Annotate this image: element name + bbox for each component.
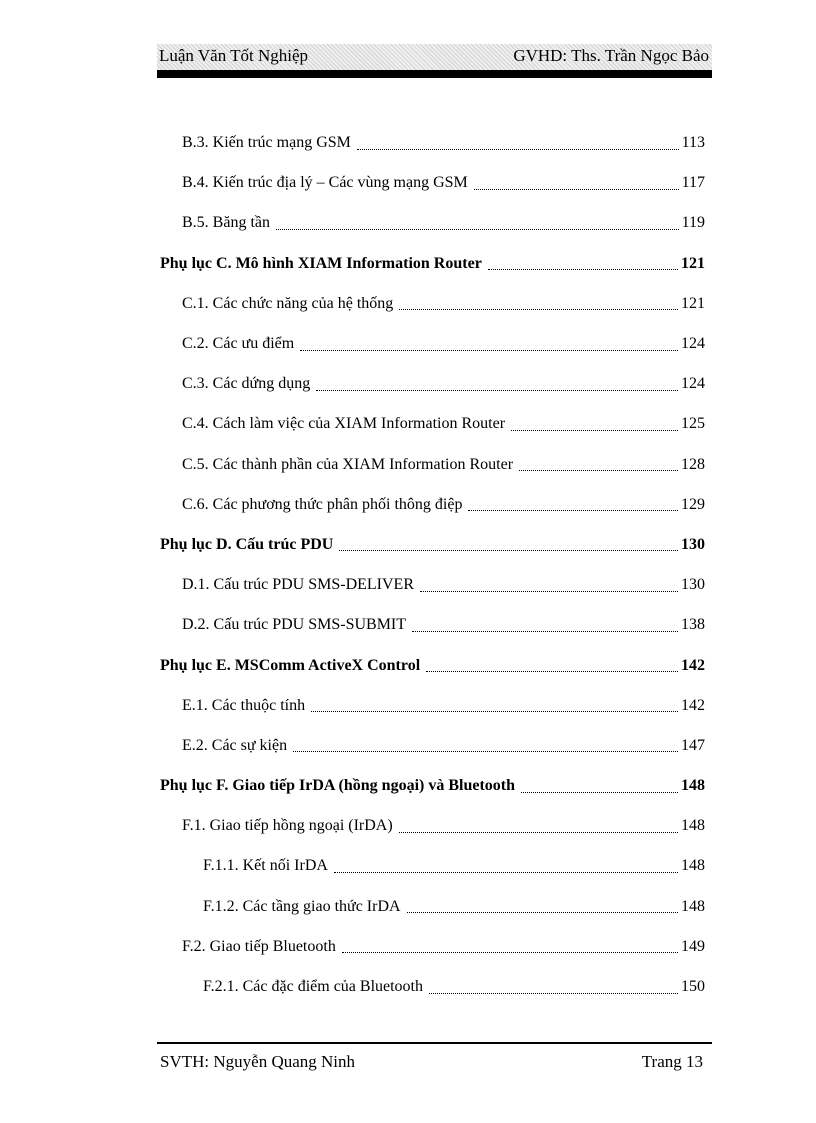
header-thesis-title: Luận Văn Tốt Nghiệp	[159, 46, 309, 65]
header-advisor: GVHD: Ths. Trần Ngọc Bảo	[513, 46, 709, 65]
toc-entry-title: B.4. Kiến trúc địa lý – Các vùng mạng GSM	[182, 174, 468, 192]
toc-entry[interactable]	[160, 726, 705, 766]
toc-entry[interactable]	[160, 203, 705, 243]
footer-student: SVTH: Nguyễn Quang Ninh	[160, 1052, 356, 1071]
toc-entry-title: F.1.1. Kết nối IrDA	[203, 857, 328, 875]
toc-entry-page: 130	[681, 535, 705, 553]
toc-entry-page: 148	[681, 777, 705, 795]
toc-entry-title: F.1. Giao tiếp hồng ngoại (IrDA)	[182, 817, 393, 835]
toc-dot-leader	[519, 458, 678, 471]
toc-entry-page: 147	[681, 736, 705, 754]
toc-entry-page: 148	[681, 897, 705, 915]
toc-entry[interactable]	[160, 404, 705, 444]
toc-dot-leader	[511, 418, 678, 431]
toc-dot-leader	[300, 338, 678, 351]
toc-entry-page: 150	[681, 978, 705, 996]
toc-entry-title: C.4. Cách làm việc của XIAM Information Router	[182, 415, 506, 433]
toc-entry-page: 117	[681, 174, 705, 192]
toc-entry-title: Phụ lục C. Mô hình XIAM Information Router	[160, 254, 482, 272]
toc-entry-page: 121	[681, 294, 705, 312]
toc-entry-title: E.2. Các sự kiện	[182, 736, 288, 754]
toc-entry[interactable]	[160, 525, 705, 565]
toc-entry-page: 148	[681, 857, 705, 875]
toc-dot-leader	[521, 780, 678, 793]
toc-entry[interactable]	[160, 485, 705, 525]
toc-entry-page: 119	[681, 214, 705, 232]
toc-entry[interactable]	[160, 324, 705, 364]
toc-dot-leader	[488, 257, 678, 270]
toc-entry[interactable]	[160, 887, 705, 927]
toc-entry[interactable]	[160, 846, 705, 886]
toc-entry-page: 130	[681, 576, 705, 594]
toc-dot-leader	[429, 981, 678, 994]
toc-entry[interactable]	[160, 967, 705, 1007]
toc-entry-title: F.1.2. Các tầng giao thức IrDA	[203, 897, 401, 915]
toc-entry[interactable]	[160, 766, 705, 806]
toc-dot-leader	[468, 498, 678, 511]
toc-dot-leader	[316, 378, 678, 391]
toc-entry-title: C.6. Các phương thức phân phối thông điệp	[182, 495, 463, 513]
toc-entry-title: C.2. Các ưu điểm	[182, 335, 295, 353]
toc-entry-page: 124	[681, 335, 705, 353]
toc-entry-page: 148	[681, 817, 705, 835]
toc-entry-title: C.5. Các thành phần của XIAM Information Router	[182, 455, 514, 473]
toc-entry-page: 129	[681, 495, 705, 513]
toc-entry-title: B.3. Kiến trúc mạng GSM	[182, 134, 351, 152]
page-header	[157, 44, 712, 70]
footer-page-number: Trang 13	[641, 1052, 703, 1071]
toc-dot-leader	[420, 579, 678, 592]
toc-entry[interactable]	[160, 445, 705, 485]
toc-entry-page: 124	[681, 375, 705, 393]
toc-entry-title: B.5. Băng tần	[182, 214, 270, 232]
toc-dot-leader	[407, 900, 678, 913]
toc-entry-page: 142	[681, 656, 705, 674]
toc-entry[interactable]	[160, 244, 705, 284]
toc-entry-page: 138	[681, 616, 705, 634]
toc-entry-page: 142	[681, 696, 705, 714]
toc-entry[interactable]	[160, 605, 705, 645]
toc-dot-leader	[474, 177, 679, 190]
toc-dot-leader	[426, 659, 678, 672]
toc-entry-page: 121	[681, 254, 705, 272]
toc-entry[interactable]	[160, 686, 705, 726]
toc-dot-leader	[334, 860, 678, 873]
toc-entry-page: 128	[681, 455, 705, 473]
toc-dot-leader	[342, 940, 678, 953]
toc-entry-title: D.1. Cấu trúc PDU SMS-DELIVER	[182, 576, 414, 594]
toc-entry-title: Phụ lục E. MSComm ActiveX Control	[160, 656, 421, 674]
toc-entry-title: Phụ lục D. Cấu trúc PDU	[160, 535, 334, 553]
toc-entry[interactable]	[160, 364, 705, 404]
table-of-contents	[160, 123, 705, 1007]
toc-entry-page: 125	[681, 415, 705, 433]
toc-entry[interactable]	[160, 284, 705, 324]
toc-entry-title: C.1. Các chức năng của hệ thống	[182, 294, 394, 312]
toc-entry-page: 113	[681, 134, 705, 152]
toc-entry-title: F.2. Giao tiếp Bluetooth	[182, 937, 336, 955]
toc-entry[interactable]	[160, 927, 705, 967]
toc-dot-leader	[357, 137, 679, 150]
page-footer	[160, 1052, 703, 1072]
toc-dot-leader	[339, 538, 678, 551]
toc-entry-page: 149	[681, 937, 705, 955]
toc-entry-title: Phụ lục F. Giao tiếp IrDA (hồng ngoại) và Bluetooth	[160, 777, 516, 795]
toc-dot-leader	[276, 217, 679, 230]
toc-entry-title: E.1. Các thuộc tính	[182, 696, 306, 714]
toc-dot-leader	[311, 699, 678, 712]
toc-dot-leader	[412, 619, 678, 632]
toc-entry-title: D.2. Cấu trúc PDU SMS-SUBMIT	[182, 616, 407, 634]
toc-entry-title: F.2.1. Các đặc điểm của Bluetooth	[203, 978, 423, 996]
toc-entry[interactable]	[160, 163, 705, 203]
toc-dot-leader	[399, 820, 678, 833]
toc-entry-title: C.3. Các dứng dụng	[182, 375, 311, 393]
toc-dot-leader	[293, 739, 678, 752]
footer-rule	[157, 1042, 712, 1044]
toc-entry[interactable]	[160, 806, 705, 846]
header-rule	[157, 70, 712, 78]
toc-entry[interactable]	[160, 123, 705, 163]
toc-entry[interactable]	[160, 565, 705, 605]
toc-dot-leader	[399, 297, 678, 310]
toc-entry[interactable]	[160, 645, 705, 685]
